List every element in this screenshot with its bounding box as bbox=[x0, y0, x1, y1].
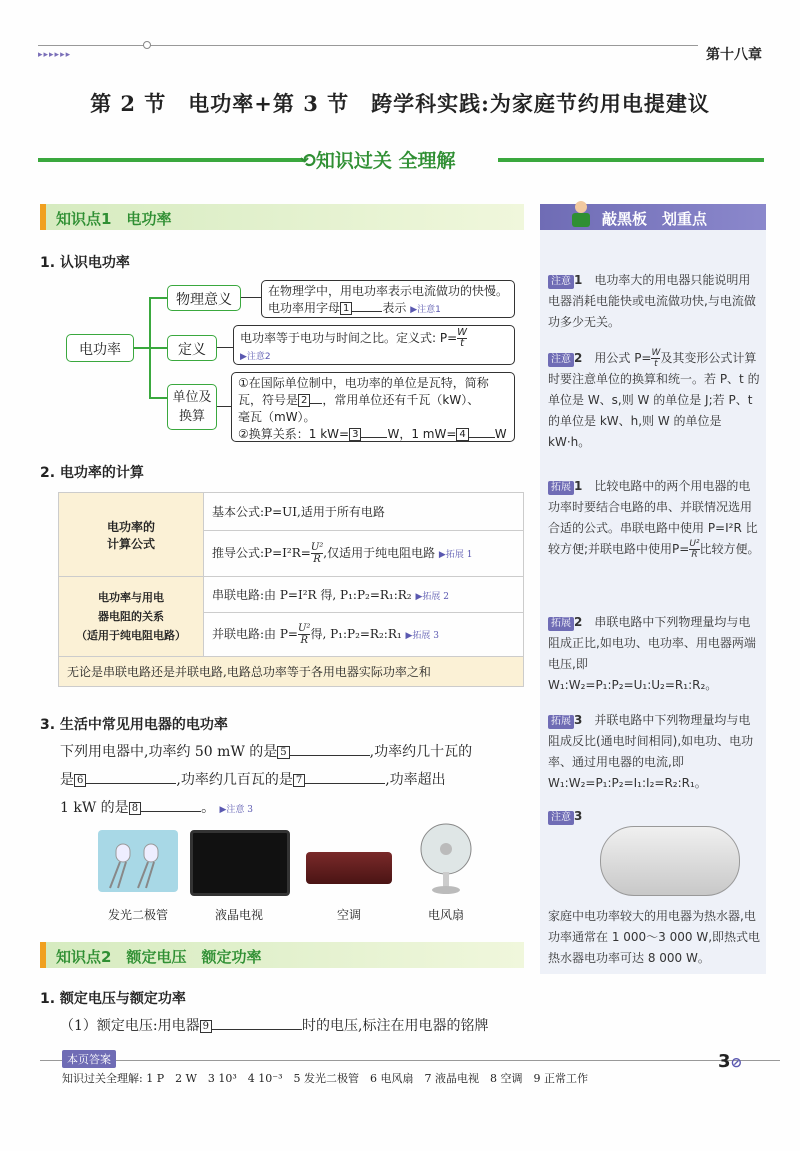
caption-tv: 液晶电视 bbox=[214, 908, 263, 922]
led-icon bbox=[98, 830, 178, 892]
header-circle bbox=[143, 41, 151, 49]
node-unit: 单位及 换算 bbox=[167, 384, 217, 430]
connector bbox=[149, 397, 167, 399]
lcd-tv-image bbox=[190, 830, 290, 896]
refresh-icon: ⟲ bbox=[300, 150, 316, 172]
fan-icon bbox=[416, 822, 476, 896]
led-image bbox=[98, 830, 178, 892]
meaning-box: 在物理学中，用电功率表示电流做功的快慢。 电功率用字母 1 表示 ▶注意1 bbox=[261, 280, 515, 318]
air-conditioner-image bbox=[306, 852, 392, 884]
knowledge-point-2-header: 知识点2 额定电压 额定功率 bbox=[40, 942, 524, 968]
blank-7: 7 bbox=[293, 774, 305, 787]
connector bbox=[149, 297, 167, 299]
answers-tag: 本页答案 bbox=[62, 1050, 116, 1068]
extension-link[interactable]: ▶拓展 1 bbox=[438, 550, 473, 560]
table-cell: 无论是串联电路还是并联电路,电路总功率等于各用电器实际功率之和 bbox=[59, 657, 524, 687]
caption-ac: 空调 bbox=[336, 908, 361, 922]
extension-1: 拓展 1 比较电路中的两个用电器的电功率时要结合电路的串、并联情况选用合适的公式。串联电路中使用 P=I²R 比较方便;并联电路中使用P= $\frac{\text{U²}}{R}$ 比较方便。 bbox=[548, 479, 760, 560]
knowledge-point-1-header: 知识点1 电功率 bbox=[40, 204, 524, 230]
section-3-title: 3. 生活中常见用电器的电功率 bbox=[40, 717, 228, 733]
blank-8: 8 bbox=[129, 802, 141, 815]
header-dots: ▸▸▸▸▸▸ bbox=[38, 50, 72, 60]
extension-3: 拓展 3 并联电路中下列物理量均与电阻成反比(通电时间相同),如电功、电功率、通过用电器的电流,即 W₁:W₂=P₁:P₂=I₁:I₂=R₂:R₁。 bbox=[548, 713, 754, 790]
table-label: 电功率的 计算公式 bbox=[59, 493, 204, 577]
table-cell: 串联电路:由 P=I²R 得, P₁:P₂=R₁:R₂ ▶拓展 2 bbox=[204, 577, 524, 613]
note-link[interactable]: ▶注意1 bbox=[410, 305, 441, 315]
caption-fan: 电风扇 bbox=[427, 908, 464, 922]
blank-5: 5 bbox=[277, 746, 289, 759]
appliance-paragraph: 下列用电器中,功率约 50 mW 的是 5 ,功率约几十瓦的 是 6 ,功率约几百瓦的是 7 ,功率超出 1 kW 的是 8 。 ▶注意 3 bbox=[60, 744, 473, 816]
answers-rule bbox=[40, 1060, 780, 1061]
definition-box: 电功率等于电功与时间之比。定义式: P= $\frac{W}{t}$ ▶注意2 bbox=[233, 325, 515, 365]
fan-image bbox=[416, 822, 476, 896]
water-heater-image bbox=[600, 826, 740, 896]
unit-box: ①在国际单位制中，电功率的单位是瓦特，简称 瓦，符号是 2 ，常用单位还有千瓦（kW）、 毫瓦（mW）。 ②换算关系：1 kW= 3 W，1 mW= 4 W bbox=[231, 372, 515, 442]
connector bbox=[149, 347, 167, 349]
banner-rule-left bbox=[38, 158, 303, 162]
table-cell: 推导公式:P=I²R= $\frac{\text{U²}}{R}$ ,仅适用于纯电阻电路 ▶拓展 1 bbox=[204, 531, 524, 577]
caption-led: 发光二极管 bbox=[107, 908, 168, 922]
node-definition: 定义 bbox=[167, 335, 217, 361]
banner-rule-right bbox=[498, 158, 764, 162]
section-1-title: 1. 认识电功率 bbox=[40, 255, 130, 271]
blank-6: 6 bbox=[74, 774, 86, 787]
extension-link[interactable]: ▶拓展 3 bbox=[405, 631, 440, 641]
blank-2: 2 bbox=[298, 394, 310, 407]
blank-1: 1 bbox=[340, 302, 352, 315]
connector bbox=[217, 406, 231, 407]
page-title: 第 2 节 电功率+第 3 节 跨学科实践:为家庭节约用电提建议 bbox=[90, 91, 710, 116]
note-3-tag: 注意 3 bbox=[548, 806, 760, 827]
note-2: 注意 2 用公式 P= $\frac{W}{t}$ 及其变形公式计算时要注意单位的换算和统一。若 P、t 的单位是 W、s,则 W 的单位是 J;若 P、t 的单位是 kW、h,则 W 的单位是 kW·h。 bbox=[548, 348, 760, 449]
teacher-icon bbox=[566, 199, 596, 229]
table-cell: 基本公式:P=UI,适用于所有电路 bbox=[204, 493, 524, 531]
chapter-label: 第十八章 bbox=[706, 47, 762, 63]
connector bbox=[241, 297, 261, 298]
page-number: 3⊘ bbox=[718, 1051, 743, 1072]
banner-title: ⟲知识过关 全理解 bbox=[300, 150, 456, 172]
formula-table bbox=[58, 492, 524, 687]
table-cell: 并联电路:由 P= $\frac{\text{U²}}{R}$ 得, P₁:P₂=R₂:R₁ ▶拓展 3 bbox=[204, 613, 524, 657]
header-rule bbox=[38, 45, 698, 46]
table-row bbox=[59, 577, 524, 613]
note-tag: 注意 bbox=[548, 275, 574, 289]
mindmap-root: 电功率 bbox=[66, 334, 134, 362]
section-2-title: 2. 电功率的计算 bbox=[40, 465, 144, 481]
note-link[interactable]: ▶注意2 bbox=[240, 352, 271, 362]
key-points-header: 敲黑板 划重点 bbox=[540, 204, 766, 230]
answers-text: 知识过关全理解: 1 P 2 W 3 10³ 4 10⁻³ 5 发光二极管 6 电风扇 7 液晶电视 8 空调 9 正常工作 bbox=[62, 1072, 588, 1085]
k2-paragraph: （1）额定电压:用电器 9 时的电压,标注在用电器的铭牌 bbox=[60, 1018, 489, 1034]
table-row bbox=[59, 493, 524, 531]
note-3: 家庭中电功率较大的用电器为热水器,电功率通常在 1 000～3 000 W,即热式电热水器电功率可达 8 000 W。 bbox=[548, 909, 761, 965]
blank-9: 9 bbox=[200, 1020, 212, 1033]
note-link[interactable]: ▶注意 3 bbox=[219, 805, 254, 815]
extension-link[interactable]: ▶拓展 2 bbox=[415, 592, 449, 602]
blank-3: 3 bbox=[349, 428, 361, 441]
node-physical-meaning: 物理意义 bbox=[167, 285, 241, 311]
blank-4: 4 bbox=[456, 428, 468, 441]
table-label: 电功率与用电 器电阻的关系 （适用于纯电阻电路） bbox=[59, 577, 204, 657]
table-row bbox=[59, 657, 524, 687]
clip-icon: ⊘ bbox=[730, 1055, 743, 1071]
connector bbox=[134, 347, 150, 349]
connector bbox=[217, 347, 233, 348]
note-1: 注意 1 电功率大的用电器只能说明用电器消耗电能快或电流做功快,与电流做功多少无关。 bbox=[548, 273, 756, 329]
extension-2: 拓展 2 串联电路中下列物理量均与电阻成正比,如电功、电功率、用电器两端电压,即 W₁:W₂=P₁:P₂=U₁:U₂=R₁:R₂。 bbox=[548, 615, 756, 692]
k2-section-1-title: 1. 额定电压与额定功率 bbox=[40, 991, 186, 1007]
